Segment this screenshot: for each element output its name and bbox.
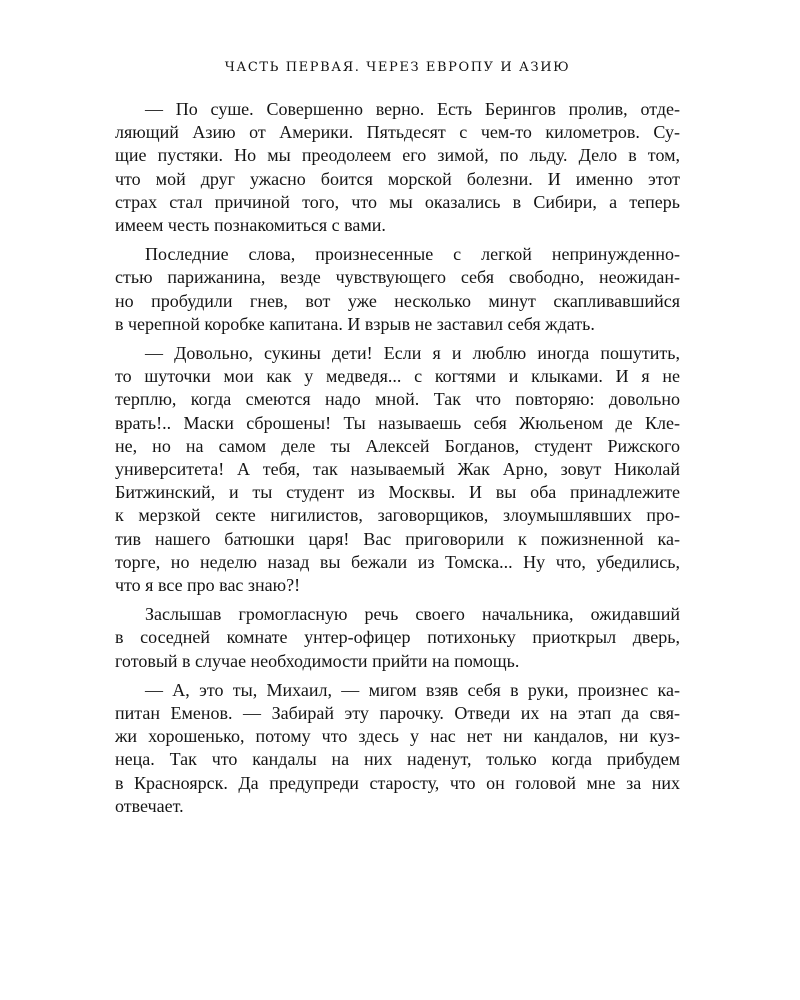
text-line: то шуточки мои как у медведя... с когтями и клыками. И я не: [115, 366, 680, 387]
text-line: жи хорошенько, потому что здесь у нас нет ни кандалов, ни куз-: [115, 726, 680, 747]
text-line: врать!.. Маски сброшены! Ты называешь себя Жюльеном де Кле-: [115, 412, 680, 433]
text-line: в Красноярск. Да предупреди старосту, что он головой мне за них: [115, 772, 680, 793]
text-line: в черепной коробке капитана. И взрыв не заставил себя ждать.: [115, 313, 595, 334]
text-line: что мой друг ужасно боится морской болезни. И именно этот: [115, 168, 680, 189]
body-text: [115, 98, 680, 818]
text-line: ляющий Азию от Америки. Пятьдесят с чем-то километров. Су-: [115, 122, 680, 143]
paragraph: [115, 679, 680, 818]
text-line: Заслышав громогласную речь своего начальника, ожидавший: [145, 604, 680, 625]
text-line: торге, но неделю назад вы бежали из Томска... Ну что, убедились,: [115, 551, 680, 572]
text-line: стью парижанина, везде чувствующего себя свободно, неожидан-: [115, 267, 680, 288]
text-line: в соседней комнате унтер-офицер потихоньку приоткрыл дверь,: [115, 627, 680, 648]
text-line: Битжинский, и ты студент из Москвы. И вы оба принадлежите: [115, 482, 680, 503]
text-line: отвечает.: [115, 795, 184, 816]
text-line: страх стал причиной того, что мы оказались в Сибири, а теперь: [115, 191, 680, 212]
text-line: — По суше. Совершенно верно. Есть Берингов пролив, отде-: [145, 99, 680, 119]
paragraph: [115, 243, 680, 336]
text-line: что я все про вас знаю?!: [115, 575, 301, 596]
text-line: терплю, когда смеются надо мной. Так что повторяю: довольно: [115, 389, 680, 410]
text-line: Последние слова, произнесенные с легкой непринужденно-: [145, 244, 680, 265]
running-head: ЧАСТЬ ПЕРВАЯ. ЧЕРЕЗ ЕВРОПУ И АЗИЮ: [224, 60, 571, 75]
paragraph: [115, 342, 680, 597]
text-line: щие пустяки. Но мы преодолеем его зимой, по льду. Дело в том,: [115, 145, 680, 166]
text-line: университета! А тебя, так называемый Жак Арно, зовут Николай: [115, 459, 680, 480]
paragraph: [115, 603, 680, 673]
paragraph: [115, 98, 680, 237]
text-line: неца. Так что кандалы на них наденут, только когда прибудем: [115, 749, 680, 770]
text-line: — А, это ты, Михаил, — мигом взяв себя в руки, произнес ка-: [145, 679, 680, 700]
text-line: имеем честь познакомиться с вами.: [115, 215, 386, 236]
text-line: тив нашего батюшки царя! Вас приговорили к пожизненной ка-: [115, 528, 680, 549]
text-line: готовый в случае необходимости прийти на помощь.: [115, 650, 520, 671]
text-line: питан Еменов. — Забирай эту парочку. Отведи их на этап да свя-: [115, 703, 680, 724]
text-line: но пробудили гнев, вот уже несколько минут скапливавшийся: [115, 290, 680, 311]
text-line: не, но на самом деле ты Алексей Богданов, студент Рижского: [115, 435, 680, 456]
text-line: к мерзкой секте нигилистов, заговорщиков, злоумышлявших про-: [115, 505, 680, 526]
text-line: — Довольно, сукины дети! Если я и люблю иногда пошутить,: [145, 343, 680, 364]
